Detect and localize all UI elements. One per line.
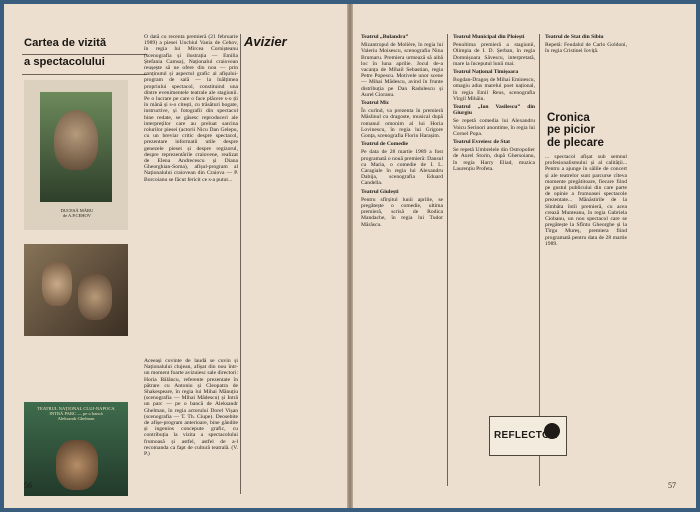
cronica-text: ... spectacol afișat sub semnul profesionalismului și al calității... Pentru a ajunge în sălile de concert și ale teatrelor sunt parcurse cîteva momente pregătitoare, fiecare fiind pe gustul publicului din care parte de opinie a frumoasei spectacole prezentate... Mănăstirile de la Sîmbăta întîi premieră, cu acea crează Munteanu, în regia Gabriela Ciobanu, un nou spectacol care se pregătește la Sfîntu Gheorghe și la Tîrgu Mureș, premiera fiind programată pentru data de 28 martie 1989. xyxy=(545,154,627,247)
photo-1-caption: DUCESĂ MĂRU de A.P.CEHOV xyxy=(60,208,94,218)
left-article-col-1: O dată cu recenta premieră (21 februarie 1989) a piesei Unchiul Vania de Cehov, în regia lui Mircea Cornișteanu (scenografia și ilustrația — Emilia Ștefania Camsa), Naționalul craiovean reușește să ne ofere din nou — prin conținutul și aspectul grafic al afișului-program de sală — la înălțimea propriului spectacol, constituind una dintre evenimentele teatrale ale stagiunii. Pe o lucrare pe care o face plăcere s-o ții în mână și s-o citești, cu trăsături bogate, instructive, și fotografii din spectacol bine redate, se găsesc reproduceri ale interpreților care au preluat sarcina rolurilor piesei (actorii Nicu Dan Gelepu, cu un breviar critic despre spectacol, prezentare informatii utile despre genezele piesei și despre regizorul, despre reprezentările craiovene, realizat de Elena Andrecescu și Diana Gheorghian-Soma), afișul-program al Naționalului craiovean din Craiova — P. Borcoianu se făcut fericit ce s-a putut... xyxy=(144,34,238,183)
section-comedie-name: Teatrul de Comedie xyxy=(361,141,409,148)
reflector-text: REFLECTOR xyxy=(494,430,558,441)
section-comedie-text: Pe data de 28 martie 1989 a fost programată o nouă premieră: Dansul cu Maria, o comedie de I. L. Caragiale în regia lui Alexandru Dabija, scenografia Eduard Candella. xyxy=(361,149,444,187)
left-headline: Cartea de vizită a spectacolului xyxy=(24,37,107,68)
magazine-spread xyxy=(4,4,696,510)
programme-photo-2 xyxy=(24,244,128,336)
section-bulandra-name: Teatrul „Bulandra” xyxy=(361,34,409,40)
left-page xyxy=(4,4,347,508)
cronica-title: Cronica pe picior de plecare xyxy=(547,112,604,149)
theatre-col-1 xyxy=(361,34,443,486)
section-ploiesti-text: Penultima premieră a stagiunii, Olimpia de I. D. Șerban, în regia Domnișoara Săvescu, interpretată, mare la începutul lunii mai. xyxy=(453,42,535,67)
section-mic-text: În curînd, va prezenta în premieră Măslinul cu dragoste, musical după romanul omonim al lui Horia Lovinescu, în regia lui Grigore Gonța, scenografia Florin Harașim. xyxy=(361,108,443,140)
page-number-right: 57 xyxy=(668,481,676,490)
section-mic-name: Teatrul Mic xyxy=(361,100,390,107)
right-page xyxy=(244,4,696,508)
theatre-col-3 xyxy=(545,34,627,104)
avizier-title: Avizier xyxy=(244,34,287,49)
section-giulesti-text: Pentru sfîrșitul lunii aprilie, se pregătește o comedie, ultima premieră, scrisă de Rodica Mandache, în regia lui Tudor Mărăscu. xyxy=(361,196,443,228)
section-sibiu-text: Repetă: Feudalul de Carlo Goldoni, în regia Cristinei Ioviță. xyxy=(545,42,627,55)
section-timisoara-name: Teatrul Național Timișoara xyxy=(453,69,519,76)
left-article-col-2: Aceeași cuvinte de laudă se cuvin și Naționalului clujean, afișat din nou într-un moment foarte avizuiesc sale directori: Horia Bălăncu, referente prezentate în pătrare cu Antoniu și Cleopatra de Shakespeare, în regia lui Mihai Mănuțiu (scenografia — Mihai Mădescu) și Intră un parc — pe o bancă de Aleksandr Ghelman, în regia actorului Dorel Vișan (scenografia — T. Th. Ciupe). Deosebite de afișe-program anterioare, bine gândite și ingenios concepute grafic, cu contribuția la vizita a spectacolului frumoasă și astfel, astfel de a-l recomanda ca fapt de cultură teatrală. (V. P.) xyxy=(144,358,238,458)
page-number-left: 56 xyxy=(24,481,32,490)
reflector-logo xyxy=(489,416,567,456)
section-evreiesc-name: Teatrul Evreiesc de Stat xyxy=(453,139,511,146)
section-giulesti-name: Teatrul Giulești xyxy=(361,188,399,195)
section-giurgiu-text: Se repetă comedia lui Alexandru Voicu Serinori anontime, în regia lui Cornel Popa. xyxy=(453,118,535,137)
section-timisoara-text: Bogdan-Dragoș de Mihai Eminescu, omagiu adus marelui poet național, în regia Emil Reus, scenografia Virgil Mihăiu. xyxy=(453,77,535,102)
programme-photo-3 xyxy=(24,402,128,496)
programme-photo-1 xyxy=(24,80,128,230)
section-bulandra-text: Mizantropul de Molière, în regia lui Valeriu Moisescu, scenografia Nina Brumaru. Premiera urmează să aibă loc în luna aprilie. Jocul de-a vacanța de Mihail Sebastian, regia Petre Popescu. Motivele unor scene — Mihai Mădescu, avind în frunte distribuția pe Dan Radulescu și Aurel Cioranu. xyxy=(361,42,443,98)
section-sibiu-name: Teatrul de Stat din Sibiu xyxy=(545,34,604,40)
section-giurgiu-name: Teatrul „Ion Vasilescu” din Giurgiu xyxy=(453,104,535,117)
section-evreiesc-text: Se repetă Umbrelele din Ostropolier de Aurel Storin, după Ghersoianu, în regia Harry Eliad, muzica Laurențiu Profeta. xyxy=(453,147,535,172)
section-ploiesti-name: Teatrul Municipal din Ploiești xyxy=(453,34,525,40)
photo-3-caption: TEATRUL NAȚIONAL CLUJ-NAPOCA INTRĂ PARC — pe o bancă Aleksandr Ghelman xyxy=(37,406,115,422)
